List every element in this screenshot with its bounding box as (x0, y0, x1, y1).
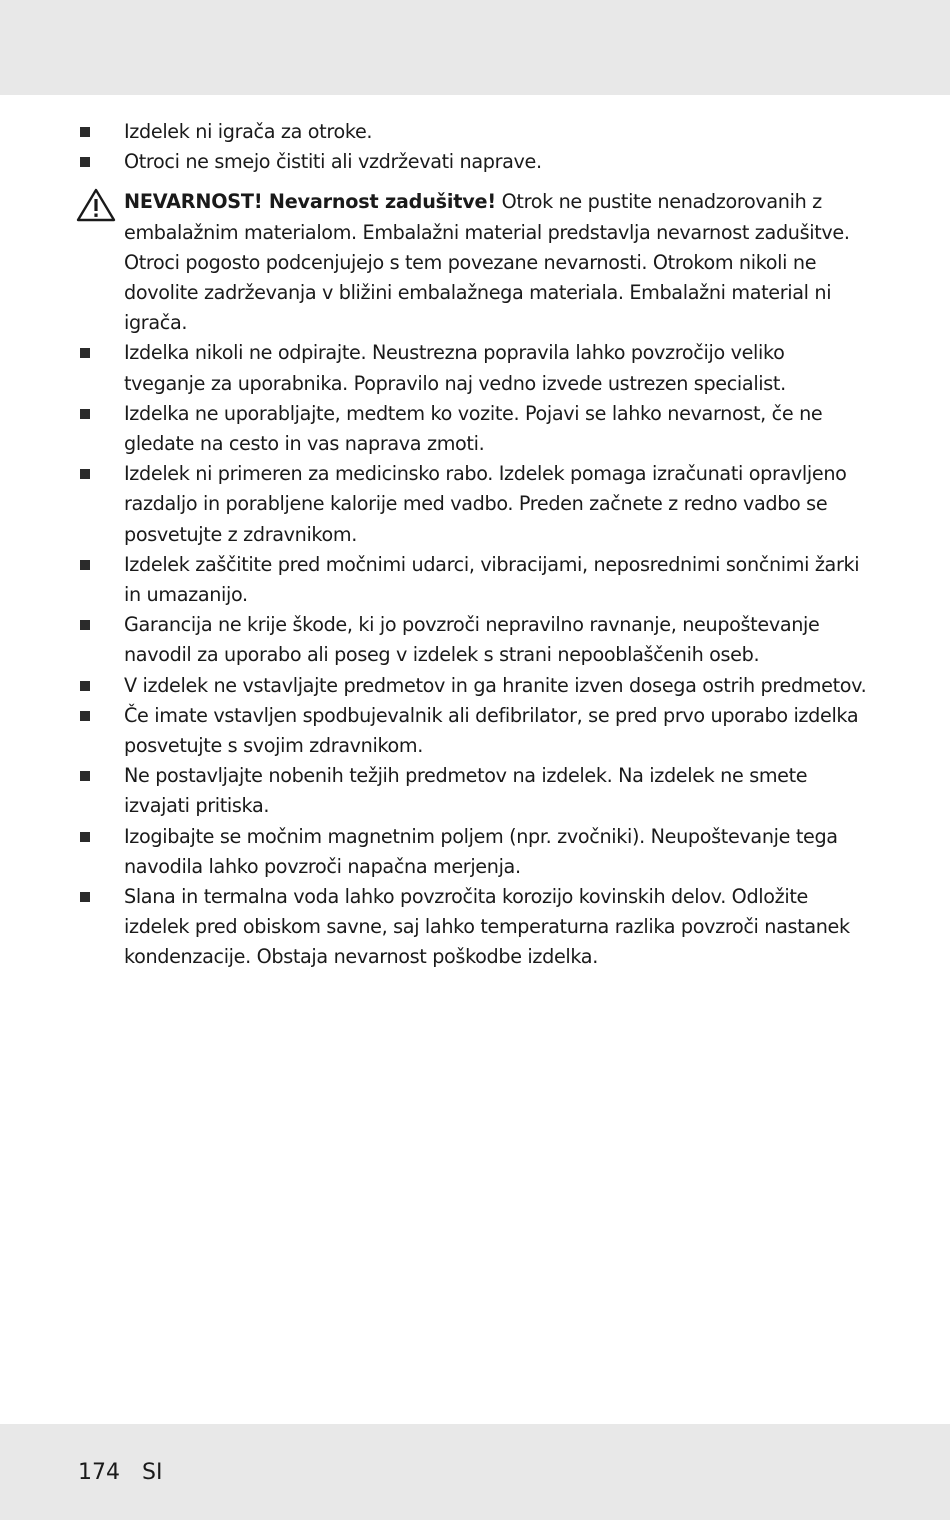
list-item-text: Izdelek zaščitite pred močnimi udarci, vibracijami, neposrednimi sončnimi žarki in umazanijo. (124, 552, 860, 607)
header-band (0, 0, 950, 95)
list-item (0, 671, 869, 701)
list-item-text: V izdelek ne vstavljajte predmetov in ga hranite izven dosega ostrih predmetov. (124, 673, 867, 697)
square-bullet-icon (80, 771, 90, 781)
square-bullet-icon (80, 620, 90, 630)
list-item (0, 822, 869, 882)
warning-title: NEVARNOST! Nevarnost zadušitve! (124, 190, 496, 214)
safety-instructions (0, 117, 950, 973)
list-item-text: Izogibajte se močnim magnetnim poljem (npr. zvočniki). Neupoštevanje tega navodila lahko povzroči napačna merjenja. (124, 824, 838, 878)
list-item (0, 882, 869, 973)
list-item-text: Izdelek ni igrača za otroke. (124, 120, 373, 143)
list-item (0, 610, 869, 670)
square-bullet-icon (80, 892, 90, 902)
square-bullet-icon (80, 681, 90, 691)
list-item-text: Garancija ne krije škode, ki jo povzroči nepravilno ravnanje, neupoštevanje navodil za uporabo ali poseg v izdelek s strani nepooblaščenih oseb. (124, 613, 820, 667)
page-number: 174 (78, 1460, 120, 1485)
list-item (0, 701, 869, 761)
square-bullet-icon (80, 560, 90, 570)
list-item (0, 399, 869, 459)
warning-triangle-icon (76, 188, 116, 222)
square-bullet-icon (80, 348, 90, 358)
list-item-text: Slana in termalna voda lahko povzročita korozijo kovinskih delov. Odložite izdelek pred obiskom savne, saj lahko temperaturna razlika povzroči nastanek kondenzacije. Obstaja nevarnost poškodbe izdelka. (124, 885, 850, 969)
square-bullet-icon (80, 157, 90, 167)
square-bullet-icon (80, 469, 90, 479)
list-item-text: Izdelka nikoli ne odpirajte. Neustrezna popravila lahko povzročijo veliko tveganje za uporabnika. Popravilo naj vedno izvede ustrezen specialist. (124, 341, 786, 395)
warning-text: Otrok ne pustite nenadzorovanih z embalažnim materialom. Embalažni material predstavlja nevarnost zadušitve. Otroci pogosto podcenjujejo s tem povezane nevarnosti. Otrokom nikoli ne dovolite zadrževanja v bližini embalažnega materiala. Embalažni material ni igrača. (124, 190, 850, 335)
square-bullet-icon (80, 127, 90, 137)
list-item (0, 117, 869, 147)
list-item-text: Izdelka ne uporabljajte, medtem ko vozite. Pojavi se lahko nevarnost, če ne gledate na cesto in vas naprava zmoti. (124, 401, 823, 456)
list-item-text: Otroci ne smejo čistiti ali vzdrževati naprave. (124, 150, 542, 174)
warning-item (0, 187, 869, 338)
list-item-text: Če imate vstavljen spodbujevalnik ali defibrilator, se pred prvo uporabo izdelka posvetujte s svojim zdravnikom. (124, 703, 859, 758)
list-item-text: Ne postavljajte nobenih težjih predmetov na izdelek. Na izdelek ne smete izvajati pritiska. (124, 764, 808, 818)
square-bullet-icon (80, 409, 90, 419)
square-bullet-icon (80, 711, 90, 721)
list-item (0, 761, 869, 821)
list-item (0, 147, 869, 177)
square-bullet-icon (80, 832, 90, 842)
language-code: SI (142, 1460, 163, 1485)
list-item-text: Izdelek ni primeren za medicinsko rabo. Izdelek pomaga izračunati opravljeno razdaljo in porabljene kalorije med vadbo. Preden začnete z redno vadbo se posvetujte z zdravnikom. (124, 462, 847, 546)
list-item (0, 338, 869, 398)
list-item (0, 550, 869, 610)
list-item (0, 459, 869, 550)
page-footer (78, 1458, 162, 1488)
